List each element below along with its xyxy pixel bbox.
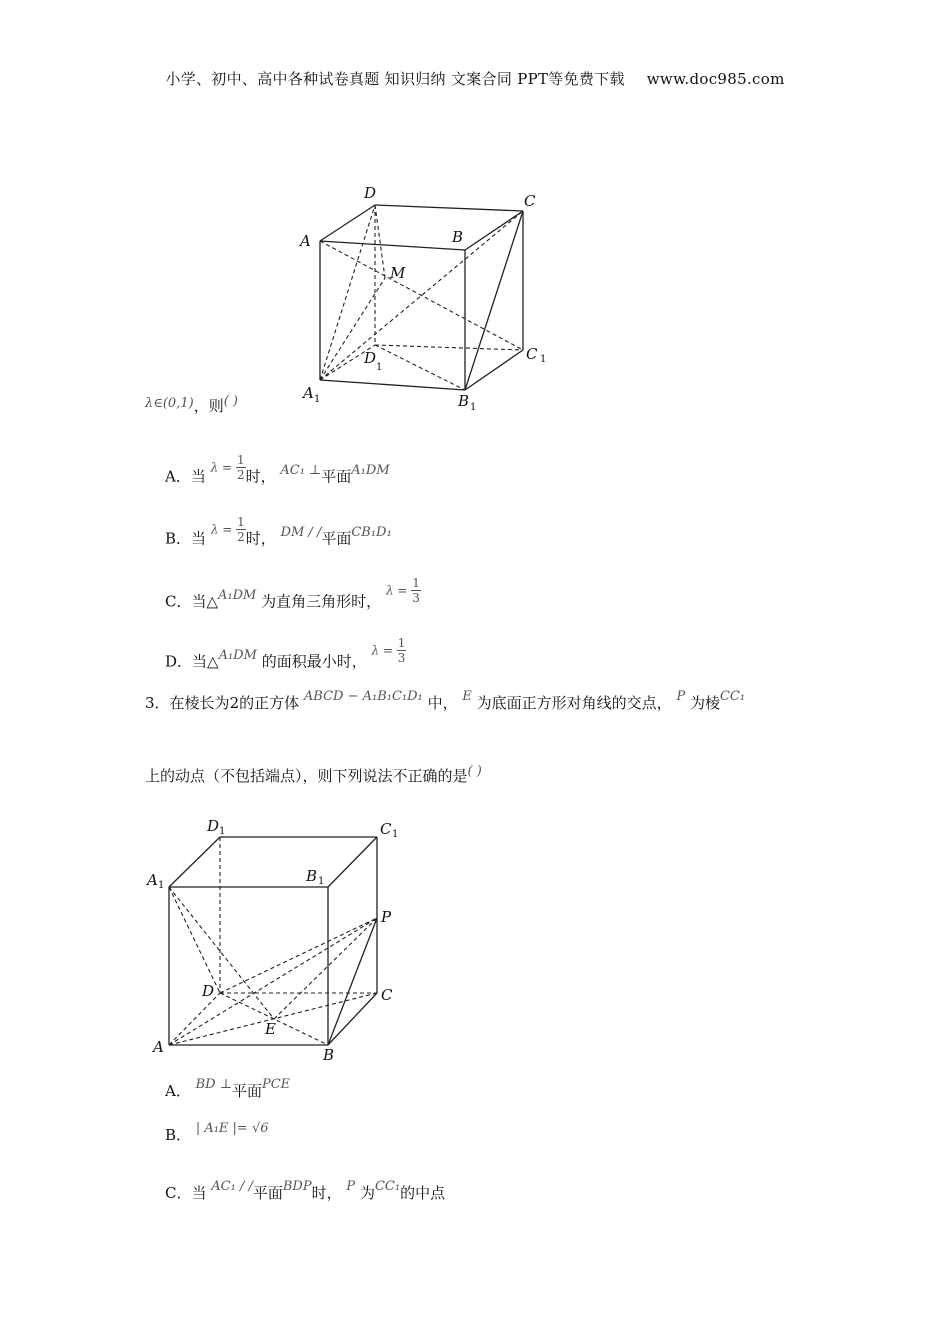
label-D: D [202, 982, 215, 1000]
option-text: 当△ [192, 652, 219, 671]
label-C: C [381, 986, 393, 1004]
math-expr: PCE [261, 1077, 291, 1092]
label-A1-sub: 1 [314, 394, 321, 405]
frac-num: 1 [236, 453, 245, 467]
seg-DM [375, 205, 385, 278]
label-A1: A [303, 384, 314, 402]
frac-num: 1 [412, 576, 420, 590]
q3-text: 上的动点（不包括端点），则下列说法不正确的是 [145, 767, 468, 785]
option-text: 平面 [321, 467, 352, 486]
seg-A1E [169, 887, 274, 1019]
q3-text: 为底面正方形对角线的交点， [476, 694, 672, 712]
edge-A1B1 [320, 380, 465, 390]
math-expr: | A₁E |= √6 [195, 1121, 269, 1136]
q3-paren: ( ) [467, 764, 482, 779]
math-expr: AC₁ / / [211, 1179, 253, 1194]
label-D1: D [207, 817, 220, 835]
edge-AB [320, 241, 465, 250]
label-B1-sub: 1 [470, 402, 477, 413]
option-text: 当 [190, 467, 206, 486]
label-B: B [323, 1046, 335, 1064]
label-B1: B [306, 867, 318, 885]
label-A1-sub: 1 [158, 880, 165, 891]
label-A1: A [147, 871, 158, 889]
option-letter: B． [165, 1126, 192, 1144]
option-text: 平面 [252, 1184, 283, 1202]
option-text: 的中点 [400, 1184, 446, 1202]
fraction [211, 453, 246, 482]
edge-A1D1 [169, 837, 220, 887]
q3-text: 在棱长为 [169, 694, 230, 712]
label-M: M [390, 264, 406, 282]
option-text: 时， [245, 529, 276, 548]
math-expr: P [346, 1179, 356, 1194]
fraction [386, 576, 421, 605]
diag-D1B1 [375, 345, 465, 390]
q2-paren: ( ) [223, 394, 238, 409]
label-C1-sub: 1 [540, 354, 547, 365]
label-C1: C [526, 345, 538, 363]
seg-BP [328, 918, 377, 1045]
frac-num: 1 [397, 636, 406, 650]
math-expr: A₁DM [218, 647, 257, 663]
math-expr: AC₁ ⊥ [280, 462, 322, 478]
label-B1: B [458, 392, 470, 410]
lambda-eq: λ = [210, 460, 236, 475]
option-letter: B． [165, 529, 192, 548]
fraction [372, 636, 407, 665]
figure-cube-1 [290, 180, 570, 420]
header-site: www.doc985.com [646, 70, 785, 88]
seg-EP [274, 918, 377, 1019]
seg-A1D [169, 887, 220, 993]
frac-den: 3 [397, 651, 406, 665]
edge-BC [465, 211, 523, 250]
q3-edge-length: 2 [229, 694, 240, 712]
fraction [211, 515, 246, 544]
edge-AD [320, 205, 375, 241]
q2-stem-text: ，则 [193, 397, 224, 415]
seg-DP [220, 918, 377, 993]
q3-option-a[interactable] [165, 1077, 291, 1101]
option-text: 当△ [191, 592, 219, 611]
math-expr: CC₁ [719, 689, 746, 704]
lambda-eq: λ = [371, 643, 397, 658]
option-text: 的面积最小时， [261, 652, 367, 671]
edge-B1C1 [328, 837, 377, 887]
q3-stem-line1 [145, 689, 746, 713]
frac-den: 3 [412, 591, 420, 605]
label-D1: D [364, 349, 377, 367]
label-D1-sub: 1 [219, 826, 226, 837]
q3-text: 为棱 [689, 694, 720, 712]
option-letter: A． [165, 467, 191, 486]
q2-lambda-range: λ∈(0,1) [145, 396, 194, 411]
q3-option-c[interactable] [165, 1179, 446, 1203]
figure-cube-2 [140, 810, 410, 1070]
math-expr: DM / / [280, 524, 322, 540]
math-expr: A₁DM [351, 462, 390, 478]
math-expr: P [676, 689, 686, 704]
option-letter: C． [165, 592, 192, 611]
label-P: P [381, 908, 392, 926]
option-text: 平面 [321, 529, 352, 548]
label-B1-sub: 1 [318, 876, 325, 887]
option-text: 为 [359, 1184, 375, 1202]
label-B: B [452, 228, 464, 246]
q2-option-d[interactable] [165, 636, 406, 677]
math-expr: ABCD − A₁B₁C₁D₁ [303, 689, 423, 704]
label-E: E [265, 1020, 276, 1038]
q3-option-b[interactable] [165, 1121, 269, 1145]
option-letter: C． [165, 1184, 192, 1202]
frac-num: 1 [237, 515, 245, 529]
frac-den: 2 [237, 530, 245, 544]
math-expr: CC₁ [374, 1179, 401, 1194]
label-D1-sub: 1 [376, 362, 383, 373]
q3-text: 中， [427, 694, 458, 712]
q2-option-c[interactable] [165, 576, 421, 617]
label-A: A [300, 232, 311, 250]
label-C1: C [380, 820, 392, 838]
option-text: 时， [245, 467, 276, 486]
edge-D1C1 [375, 345, 523, 350]
q3-text: 的正方体 [239, 694, 300, 712]
edge-DC [375, 205, 523, 211]
option-text: 平面 [231, 1082, 262, 1100]
label-C: C [524, 192, 536, 210]
edge-BC [328, 993, 377, 1045]
option-text: 时， [311, 1184, 342, 1202]
header-text: 小学、初中、高中各种试卷真题 知识归纳 文案合同 PPT等免费下载 [165, 70, 625, 88]
option-text: 为直角三角形时， [261, 592, 382, 611]
option-text: 当 [191, 1184, 207, 1202]
label-D: D [364, 184, 377, 202]
lambda-eq: λ = [210, 522, 237, 537]
math-expr: BDP [282, 1179, 312, 1194]
question-number: 3． [145, 694, 170, 712]
diag-AC1 [320, 241, 523, 350]
option-letter: D． [165, 652, 193, 671]
edge-B1C1 [465, 350, 523, 390]
math-expr: A₁DM [218, 587, 257, 603]
q3-stem-line2 [145, 765, 482, 786]
q2-option-a[interactable] [165, 453, 390, 492]
edge-B1C [465, 211, 523, 390]
frac-den: 2 [236, 468, 245, 482]
label-C1-sub: 1 [392, 829, 399, 840]
math-expr: BD ⊥ [195, 1077, 232, 1092]
option-text: 当 [191, 529, 207, 548]
label-A: A [153, 1038, 164, 1056]
lambda-eq: λ = [385, 583, 412, 598]
q2-option-b[interactable] [165, 515, 392, 554]
option-letter: A． [165, 1082, 191, 1100]
math-expr: CB₁D₁ [351, 524, 392, 540]
math-expr: E [462, 689, 472, 704]
page-header [0, 68, 950, 89]
q2-stem [145, 395, 238, 416]
